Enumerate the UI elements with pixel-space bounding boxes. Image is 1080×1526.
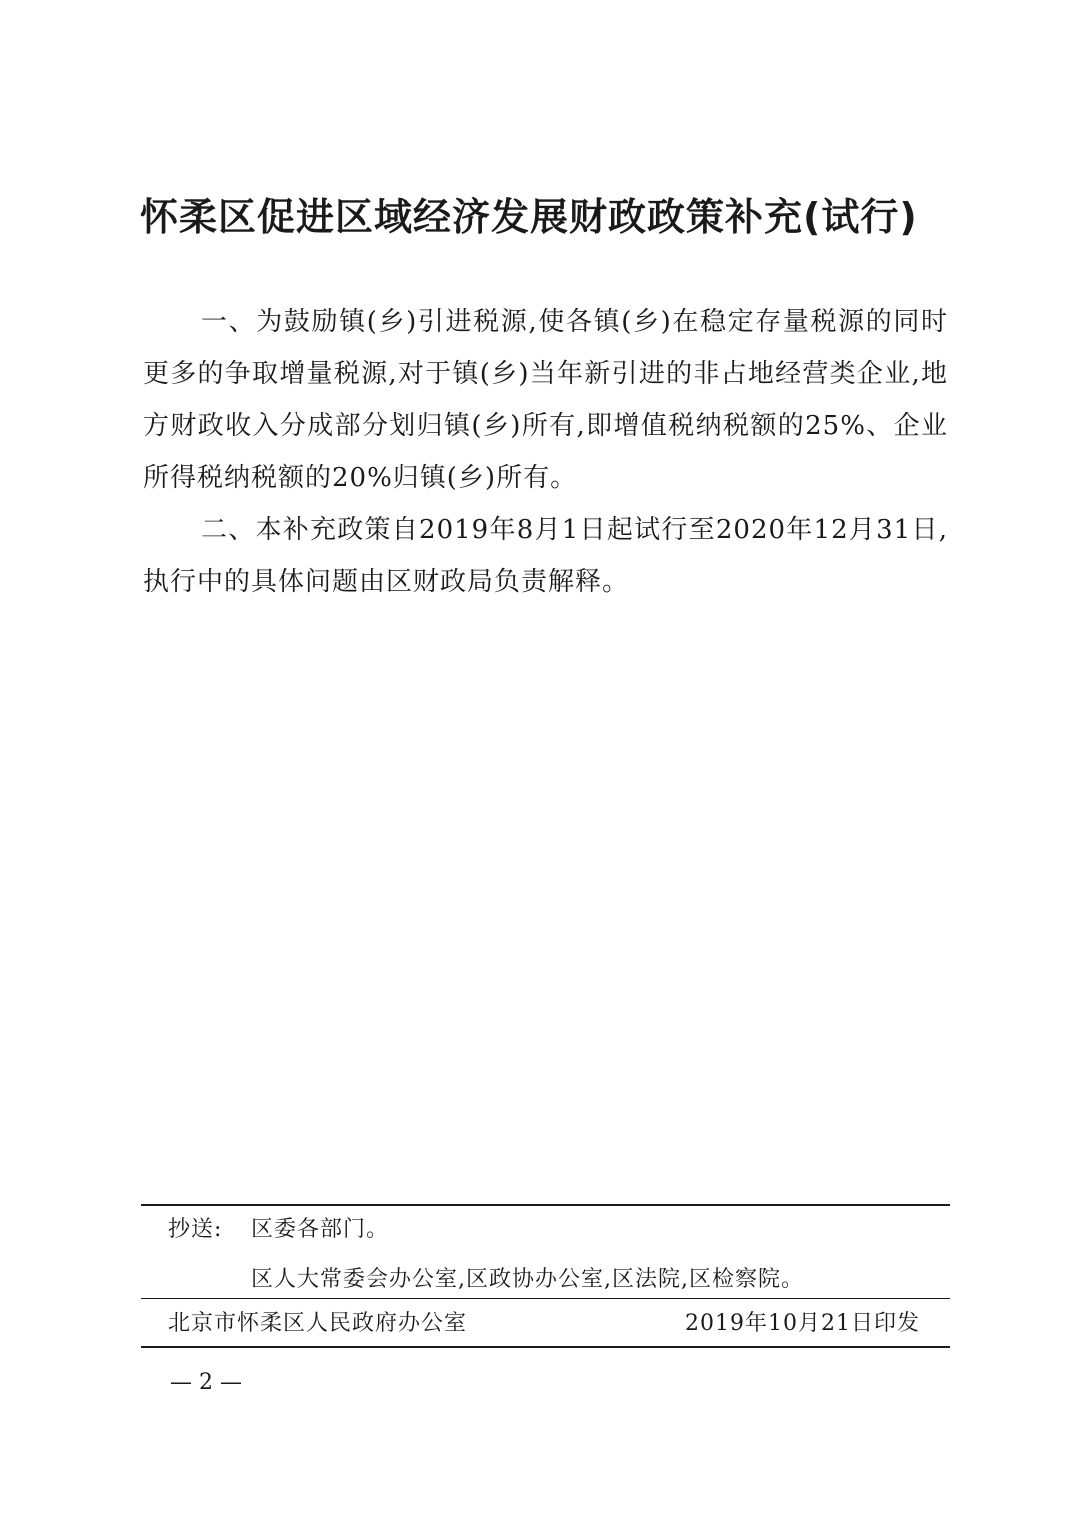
page-number: — 2 — bbox=[170, 1370, 242, 1395]
issue-date: 2019年10月21日印发 bbox=[685, 1311, 920, 1336]
footer-top-rule bbox=[141, 1204, 950, 1206]
cc-label: 抄送: bbox=[168, 1217, 223, 1242]
paragraph-1: 一、为鼓励镇(乡)引进税源,使各镇(乡)在稳定存量税源的同时更多的争取增量税源,对于镇(乡)当年新引进的非占地经营类企业,地方财政收入分成部分划归镇(乡)所有,即增值税纳税额的25%、企业所得税纳税额的20%归镇(乡)所有。 bbox=[143, 307, 948, 493]
document-title: 怀柔区促进区域经济发展财政政策补充(试行) bbox=[140, 195, 918, 239]
paragraph-2: 二、本补充政策自2019年8月1日起试行至2020年12月31日,执行中的具体问题由区财政局负责解释。 bbox=[143, 515, 948, 597]
issuing-office: 北京市怀柔区人民政府办公室 bbox=[168, 1311, 468, 1336]
cc-recipients-line-1: 区委各部门。 bbox=[251, 1217, 390, 1242]
footer-bottom-rule bbox=[141, 1346, 950, 1348]
footer-middle-rule bbox=[141, 1298, 950, 1299]
document-body bbox=[143, 296, 948, 608]
cc-recipients-line-2: 区人大常委会办公室,区政协办公室,区法院,区检察院。 bbox=[251, 1267, 804, 1292]
